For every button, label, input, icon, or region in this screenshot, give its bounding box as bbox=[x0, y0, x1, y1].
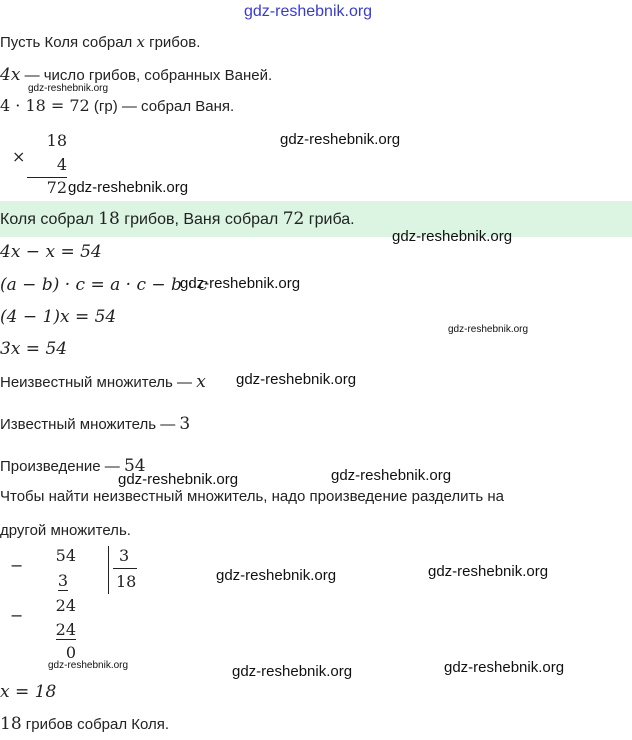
multiplier: 4 bbox=[56, 155, 67, 174]
minus-sign: − bbox=[10, 606, 24, 625]
remainder-1: 24 bbox=[55, 596, 76, 615]
statement-line-1 bbox=[0, 33, 200, 51]
equation-3: (4 − 1)x = 54 bbox=[0, 307, 117, 327]
final-answer bbox=[0, 714, 169, 734]
answer-number: 18 bbox=[98, 209, 120, 229]
statement-text: — число грибов, собранных Ваней. bbox=[20, 67, 273, 84]
final-number: 18 bbox=[0, 714, 22, 734]
watermark: gdz-reshebnik.org bbox=[216, 567, 337, 584]
dividend: 54 bbox=[55, 546, 76, 565]
statement-text: Пусть Коля собрал bbox=[0, 34, 137, 51]
divisor: 3 bbox=[119, 546, 130, 565]
answer-text: гриба. bbox=[304, 211, 355, 228]
watermark: gdz-reshebnik.org bbox=[48, 660, 129, 671]
rule-line-1: Чтобы найти неизвестный множитель, надо произведение разделить на bbox=[0, 488, 504, 505]
subtrahend-1 bbox=[28, 571, 68, 590]
known-factor-line bbox=[0, 414, 190, 434]
watermark: gdz-reshebnik.org bbox=[68, 179, 189, 196]
divisor-underline bbox=[113, 568, 137, 569]
result-equation: x = 18 bbox=[0, 682, 57, 702]
watermark: gdz-reshebnik.org bbox=[28, 83, 109, 94]
watermark: gdz-reshebnik.org bbox=[180, 275, 301, 292]
watermark: gdz-reshebnik.org bbox=[428, 563, 549, 580]
equation-1: 4x − x = 54 bbox=[0, 242, 102, 262]
answer-text: Коля собрал bbox=[0, 211, 99, 228]
unknown-value: x bbox=[196, 372, 206, 392]
multiply-sign: × bbox=[12, 147, 26, 166]
answer-text: грибов, Ваня собрал bbox=[119, 211, 283, 228]
statement-line-2 bbox=[0, 65, 272, 85]
subtrahend-2-value: 24 bbox=[55, 620, 76, 639]
final-text: грибов собрал Коля. bbox=[21, 716, 170, 733]
label-text: Известный множитель — bbox=[0, 416, 180, 433]
quotient: 18 bbox=[116, 572, 137, 591]
product-result: 72 bbox=[27, 177, 67, 197]
statement-line-3 bbox=[0, 96, 234, 115]
unknown-factor-line bbox=[0, 372, 206, 392]
watermark: gdz-reshebnik.org bbox=[331, 467, 452, 484]
watermark: gdz-reshebnik.org bbox=[244, 3, 373, 20]
answer-line bbox=[0, 209, 355, 229]
equation-4: 3x = 54 bbox=[0, 339, 68, 359]
watermark: gdz-reshebnik.org bbox=[232, 663, 353, 680]
expression: 4x bbox=[0, 65, 21, 85]
rule-line-2: другой множитель. bbox=[0, 522, 131, 539]
label-text: Неизвестный множитель — bbox=[0, 374, 197, 391]
watermark: gdz-reshebnik.org bbox=[392, 228, 513, 245]
statement-text: грибов. bbox=[144, 34, 201, 51]
remainder-final: 0 bbox=[65, 643, 76, 662]
known-value: 3 bbox=[179, 414, 191, 434]
watermark: gdz-reshebnik.org bbox=[448, 324, 529, 335]
watermark: gdz-reshebnik.org bbox=[280, 131, 401, 148]
answer-number: 72 bbox=[282, 209, 305, 229]
watermark: gdz-reshebnik.org bbox=[118, 471, 239, 488]
variable-x: x bbox=[136, 33, 145, 51]
minus-sign: − bbox=[10, 556, 24, 575]
watermark: gdz-reshebnik.org bbox=[444, 659, 565, 676]
expression: 4 · 18 = 72 bbox=[0, 96, 90, 115]
label-text: Произведение — bbox=[0, 458, 124, 475]
equation-2: (a − b) · c = a · c − b · c bbox=[0, 275, 208, 295]
product-value: 54 bbox=[123, 456, 146, 476]
watermark: gdz-reshebnik.org bbox=[236, 371, 357, 388]
subtrahend-1-value: 3 bbox=[57, 571, 68, 590]
multiplicand: 18 bbox=[46, 131, 67, 150]
subtrahend-2 bbox=[36, 620, 76, 639]
division-bar bbox=[108, 546, 109, 594]
statement-text: (гр) — собрал Ваня. bbox=[89, 98, 235, 115]
